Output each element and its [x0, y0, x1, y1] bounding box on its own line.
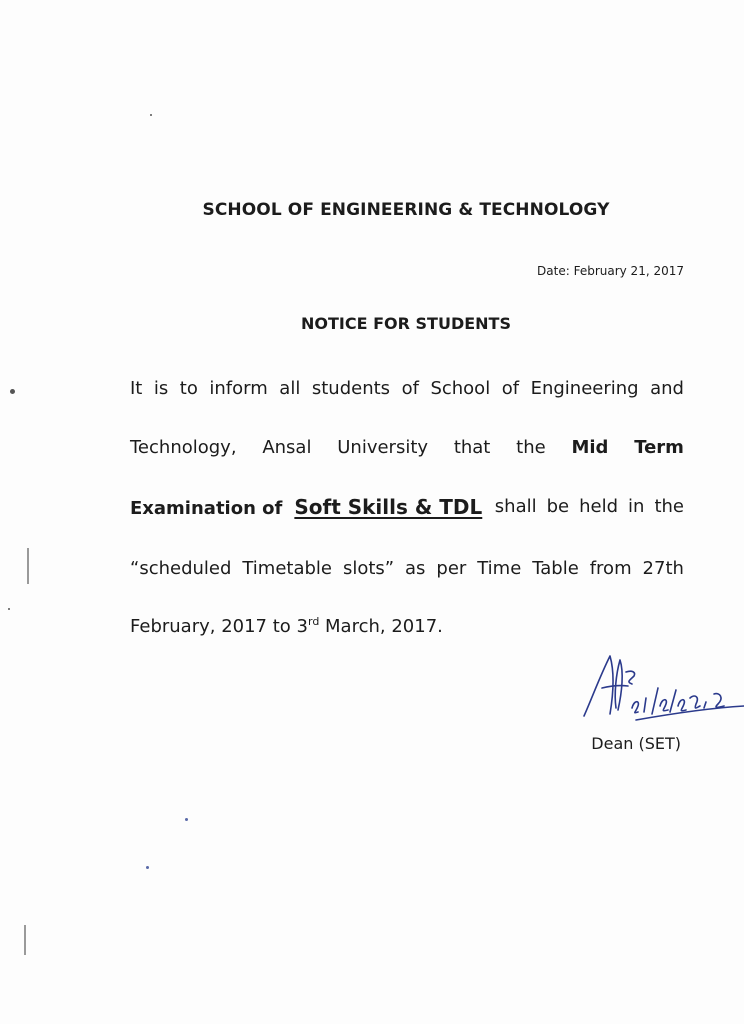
body-word: “scheduled — [130, 558, 232, 579]
body-line-2 — [130, 436, 684, 460]
school-title: SCHOOL OF ENGINEERING & TECHNOLOGY — [202, 200, 610, 220]
body-word: Technology, — [130, 437, 237, 458]
body-word: University — [337, 437, 429, 458]
body-word: to — [179, 378, 198, 399]
body-word: inform — [209, 378, 268, 399]
body-word: held — [579, 496, 619, 517]
body-word: from — [589, 558, 632, 579]
body-word-bold: Term — [634, 437, 684, 458]
scan-mark — [24, 925, 26, 955]
body-word: School — [430, 378, 491, 399]
dean-signature-handwritten — [580, 648, 744, 728]
body-line-4 — [130, 557, 684, 581]
body-word: Table — [532, 558, 579, 579]
body-word: It — [130, 378, 143, 399]
superscript-ordinal: rd — [307, 615, 320, 628]
scan-speck — [185, 818, 188, 821]
body-word-bold: Mid — [571, 437, 609, 458]
body-word: Engineering — [530, 378, 639, 399]
body-word: in — [628, 496, 645, 517]
body-word: be — [546, 496, 570, 517]
notice-date: Date: February 21, 2017 — [537, 264, 684, 278]
body-word: per — [436, 558, 467, 579]
body-bold-phrase: Examination of — [130, 498, 283, 519]
body-line-3 — [130, 495, 684, 521]
body-word: of — [501, 378, 520, 399]
signatory-title: Dean (SET) — [591, 734, 681, 753]
body-word: that — [453, 437, 491, 458]
body-text: March, 2017. — [319, 616, 443, 637]
body-word: students — [311, 378, 391, 399]
body-word: Ansal — [262, 437, 312, 458]
body-word: Timetable — [242, 558, 332, 579]
scan-mark — [27, 548, 29, 584]
body-word: all — [279, 378, 301, 399]
body-word: is — [153, 378, 169, 399]
body-word: slots” — [342, 558, 395, 579]
subject-name: Soft Skills & TDL — [294, 495, 483, 519]
scan-speck — [146, 866, 149, 869]
body-word: and — [650, 378, 684, 399]
body-word: the — [516, 437, 546, 458]
scan-speck — [8, 608, 10, 610]
body-line-5 — [130, 615, 684, 639]
body-text: February, 2017 to 3 — [130, 616, 308, 637]
body-line-1 — [130, 377, 684, 401]
scan-speck — [150, 114, 152, 116]
body-word: as — [405, 558, 426, 579]
body-word: the — [654, 496, 684, 517]
body-word: shall — [494, 496, 537, 517]
body-word: Time — [477, 558, 522, 579]
body-word: of — [401, 378, 419, 399]
body-word: 27th — [642, 558, 684, 579]
scan-speck — [10, 389, 15, 394]
notice-title: NOTICE FOR STUDENTS — [301, 314, 511, 333]
